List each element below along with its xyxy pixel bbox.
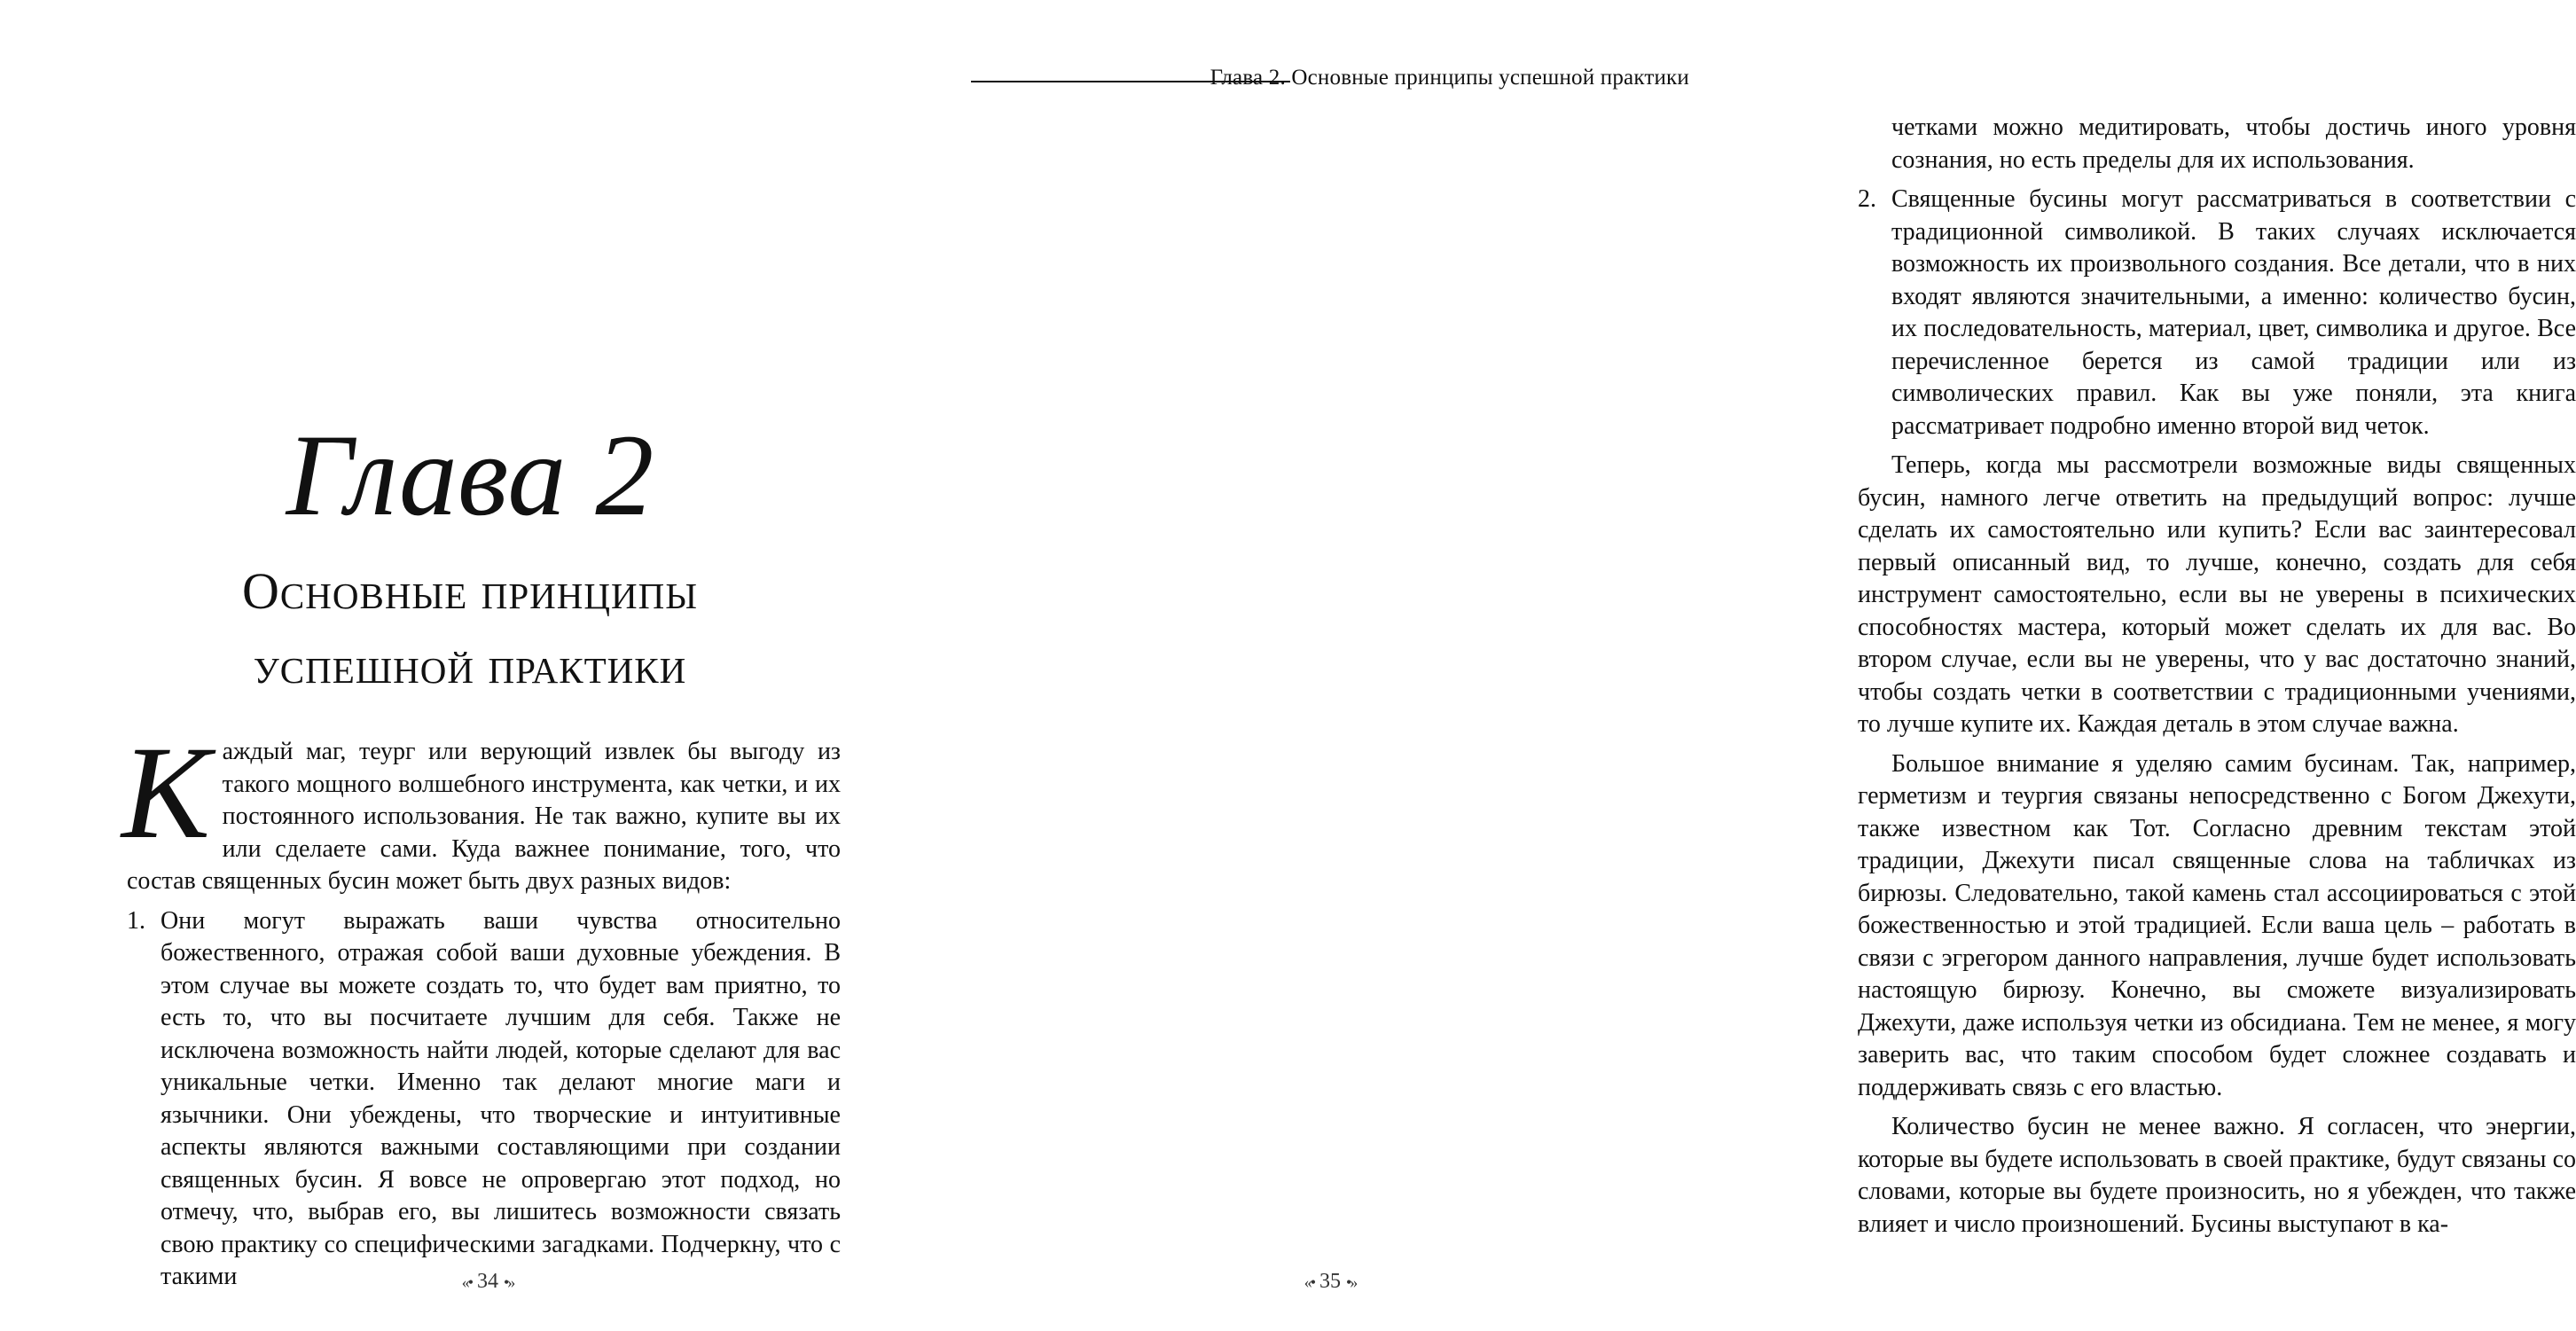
folio-ornament-icon: «• [461,1272,472,1291]
list-item-2 [1858,184,2576,442]
intro-text: аждый маг, теург или верующий извлек бы выгоду из такого мощного волшебного инструмента, как четки, и их постоянного использования. Не так важно, купите вы их или сделаете сами. Куда важнее понимание, того, что состав священных бусин может быть двух разных видов: [127,738,841,895]
list-item-1-text: Они могут выражать ваши чувства относительно божественного, отражая собой ваши духовные убеждения. В этом случае вы можете создать то, что будет вам приятно, то есть то, что вы посчитаете лучшим для себя. Также не исключена возможность найти людей, которые сделают для вас уникальные четки. Именно так делают многие маги и язычники. Они убеждены, что творческие и интуитивные аспекты являются важными составляющими при создании священных бусин. Я вовсе не опровергаю этот подход, но отмечу, что, выбрав его, вы лишитесь возможности связать свою практику со специфическими загадками. Подчеркну, что с такими [161,906,841,1290]
folio-ornament-icon: •» [1346,1272,1357,1291]
page-number-right [1241,1270,1419,1294]
right-body-text [1858,112,2576,1241]
running-head [971,60,1689,96]
chapter-title [160,554,780,703]
chapter-title-line-1: Основные принципы [242,562,698,620]
page-number-left [399,1270,576,1294]
right-page [887,0,2576,1331]
running-head-rule [971,81,1290,82]
list-number-1: 1. [127,906,145,935]
folio-ornament-icon: •» [504,1272,514,1291]
folio-ornament-icon: «• [1304,1272,1314,1291]
paragraph-2: Большое внимание я уделяю самим бусинам. Так, например, герметизм и теургия связаны непосредственно с Богом Джехути, также известном как Тот. Согласно древним текстам этой традиции, Джехути писал священные слова на табличках из бирюзы. Следовательно, такой камень стал ассоциироваться с этой божественностью и этой традицией. Если ваша цель – работать в связи с эгрегором данного направления, лучше будет использовать настоящую бирюзу. Конечно, вы сможете визуализировать Джехути, даже используя четки из обсидиана. Тем не менее, я могу заверить вас, что таким способом будет сложнее создавать и поддерживать связь с его властью. [1858,749,2576,1101]
chapter-number: Глава 2 [286,410,654,540]
intro-paragraph [121,719,841,898]
page-number-left-value: 34 [477,1270,498,1293]
list-number-2: 2. [1858,185,1876,213]
page-number-right-value: 35 [1319,1270,1341,1293]
left-page [0,0,887,1331]
drop-cap: К [121,719,210,866]
list-item-1 [127,905,841,1294]
list-item-2-text: Священные бусины могут рассматриваться в соответствии с традиционной символикой. В таких случаях исключается возможность их произвольного создания. Все детали, что в них входят являются значительными, а именно: количество бусин, их последовательность, материал, цвет, символика и другое. Все перечисленное берется из самой традиции или из символических правил. Как вы уже поняли, эта книга рассматривает подробно именно второй вид четок. [1891,185,2576,440]
running-head-text: Глава 2. Основные принципы успешной практики [1210,66,1689,90]
left-body-text [121,719,841,1294]
chapter-title-line-2: успешной практики [253,637,687,694]
paragraph-3: Количество бусин не менее важно. Я согласен, что энергии, которые вы будете использовать в своей практике, будут связаны со словами, которые вы будете произносить, но я убежден, что также влияет и число произношений. Бусины выступают в ка- [1858,1113,2576,1238]
paragraph-1: Теперь, когда мы рассмотрели возможные виды священных бусин, намного легче ответить на предыдущий вопрос: лучше сделать их самостоятельно или купить? Если вас заинтересовал первый описанный вид, то лучше, конечно, создать для себя инструмент самостоятельно, если вы не уверены в психических способностях мастера, который может сделать их для вас. Во втором случае, если вы не уверены, что у вас достаточно знаний, чтобы создать четки в соответствии с традиционными учениями, то лучше купите их. Каждая деталь в этом случае важна. [1858,451,2576,738]
list-item-1-continuation: четками можно медитировать, чтобы достичь иного уровня сознания, но есть пределы для их использования. [1891,114,2576,174]
